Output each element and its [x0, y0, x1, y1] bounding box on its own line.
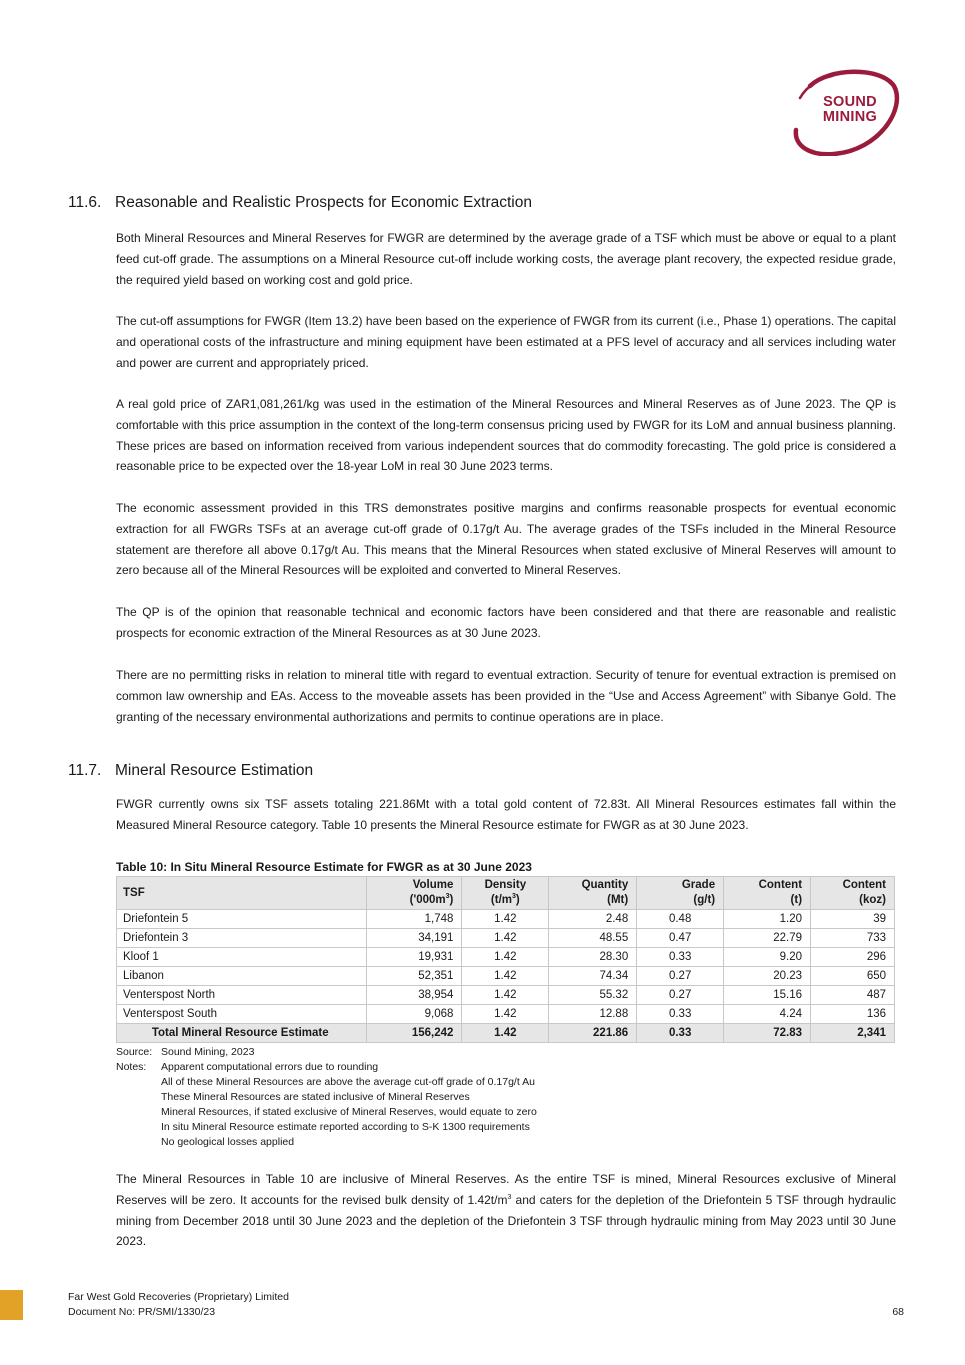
table-total-row [117, 1024, 895, 1043]
cell-density: 1.42 [462, 948, 549, 967]
cell-density: 1.42 [462, 1005, 549, 1024]
header-volume: Volume $('000m^3)$ [366, 877, 462, 910]
cell-quantity: 28.30 [549, 948, 637, 967]
cell-total-density: 1.42 [462, 1024, 549, 1043]
paragraph: A real gold price of ZAR1,081,261/kg was used in the estimation of the Mineral Resources and Mineral Reserves as of June 2023. The QP is comfortable with this price assumption in the context of the long-term consensus pricing used by FWGR for its LoM and annual business planning. These prices are based on information received from various independent sources that do commodity forecasting. The gold price is considered a reasonable price to be expected over the 18-year LoM in real 30 June 2023 terms. [116, 397, 896, 474]
header-tsf: TSF [117, 877, 367, 910]
paragraph: There are no permitting risks in relation to mineral title with regard to eventual extraction. Security of tenure for eventual extraction is premised on common law ownership and EAs. Access to the moveable assets has been provided in the “Use and Access Agreement” with Sibanye Gold. The granting of the necessary environmental authorizations and permits to continue operations are in place. [116, 668, 896, 724]
cell-content-koz: 487 [811, 986, 895, 1005]
paragraph: FWGR currently owns six TSF assets totaling 221.86Mt with a total gold content of 72.83t. All Mineral Resources estimates fall within the Measured Mineral Resource category. Table 10 presents the Mineral Resource estimate for FWGR as at 30 June 2023. [116, 797, 896, 832]
notes-line [116, 1090, 537, 1105]
paragraph: The QP is of the opinion that reasonable technical and economic factors have been considered and that there are reasonable and realistic prospects for economic extraction of the Mineral Resources as at 30 June 2023. [116, 605, 896, 640]
footer-document-number: Document No: PR/SMI/1330/23 [68, 1306, 216, 1318]
cell-total-content-koz: 2,341 [811, 1024, 895, 1043]
note-item: No geological losses applied [161, 1136, 295, 1148]
cell-quantity: 48.55 [549, 929, 637, 948]
cell-content-koz: 650 [811, 967, 895, 986]
cell-grade: 0.33 [637, 1005, 724, 1024]
cell-tsf: Kloof 1 [117, 948, 367, 967]
paragraph: Both Mineral Resources and Mineral Reserves for FWGR are determined by the average grade of a TSF which must be above or equal to a plant feed cut-off grade. The assumptions on a Mineral Resource cut-off include working costs, the average plant recovery, the expected residue grade, the required yield based on working cost and gold price. [116, 231, 896, 287]
cell-content-koz: 39 [811, 910, 895, 929]
cell-content-koz: 733 [811, 929, 895, 948]
footer-accent-bar [0, 1290, 23, 1320]
notes-label: Notes: [116, 1061, 147, 1073]
cell-volume: 1,748 [366, 910, 462, 929]
section-title: Reasonable and Realistic Prospects for Economic Extraction [115, 194, 532, 211]
section-11-7-heading [68, 762, 313, 780]
table-row [117, 986, 895, 1005]
cell-content-t: 22.79 [724, 929, 811, 948]
notes-line [116, 1120, 537, 1135]
cell-content-t: 4.24 [724, 1005, 811, 1024]
table-header-row [117, 877, 895, 910]
cell-content-koz: 136 [811, 1005, 895, 1024]
cell-density: 1.42 [462, 929, 549, 948]
table-row [117, 929, 895, 948]
cell-density: 1.42 [462, 967, 549, 986]
footer-company: Far West Gold Recoveries (Proprietary) Limited [68, 1291, 289, 1303]
table-notes [116, 1045, 537, 1150]
cell-tsf: Libanon [117, 967, 367, 986]
section-11-6-heading [68, 194, 532, 212]
cell-content-koz: 296 [811, 948, 895, 967]
cell-volume: 52,351 [366, 967, 462, 986]
notes-line [116, 1075, 537, 1090]
cell-volume: 38,954 [366, 986, 462, 1005]
table-row [117, 1005, 895, 1024]
source-line [116, 1045, 537, 1060]
cell-quantity: 74.34 [549, 967, 637, 986]
logo-text-line1: SOUND [823, 94, 877, 110]
note-item: In situ Mineral Resource estimate reported according to S-K 1300 requirements [161, 1121, 530, 1133]
cell-total-content-t: 72.83 [724, 1024, 811, 1043]
cell-tsf: Venterspost North [117, 986, 367, 1005]
cell-quantity: 55.32 [549, 986, 637, 1005]
paragraph: The economic assessment provided in this TRS demonstrates positive margins and confirms reasonable prospects for eventual economic extraction for all FWGRs TSFs at an average cut-off grade of 0.17g/t Au. The average grades of the TSFs included in the Mineral Resource statement are therefore all above 0.17g/t Au. This means that the Mineral Resources when stated exclusive of Mineral Reserves will amount to zero because all of the Mineral Resources will be exploited and converted to Mineral Reserves. [116, 501, 896, 578]
cell-quantity: 12.88 [549, 1005, 637, 1024]
cell-grade: 0.33 [637, 948, 724, 967]
closing-paragraph: The Mineral Resources in Table 10 are inclusive of Mineral Reserves. As the entire TSF is mined, Mineral Resources exclusive of Mineral Reserves will be zero. It accounts for the revised bulk density of $1.42t/m^3$ and caters for the depletion of the Driefontein 5 TSF through hydraulic mining from December 2018 until 30 June 2023 and the depletion of the Driefontein 3 TSF through hydraulic mining from May 2023 until 30 June 2023. [116, 1172, 896, 1249]
paragraph: The cut-off assumptions for FWGR (Item 13.2) have been based on the experience of FWGR from its current (i.e., Phase 1) operations. The capital and operational costs of the infrastructure and mining equipment have been estimated at a PFS level of accuracy and all services including water and power are current and appropriately priced. [116, 314, 896, 370]
note-item: These Mineral Resources are stated inclusive of Mineral Reserves [161, 1091, 470, 1103]
source-label: Source: [116, 1046, 153, 1058]
cell-grade: 0.48 [637, 910, 724, 929]
notes-line [116, 1135, 537, 1150]
header-quantity: Quantity (Mt) [549, 877, 637, 910]
mineral-resource-table [116, 876, 895, 1043]
section-number: 11.6. [68, 194, 102, 211]
cell-tsf: Driefontein 3 [117, 929, 367, 948]
header-density: Density $(t/m^3)$ [462, 877, 549, 910]
note-item: All of these Mineral Resources are above the average cut-off grade of 0.17g/t Au [161, 1076, 535, 1088]
cell-density: 1.42 [462, 910, 549, 929]
logo-text-line2: MINING [822, 109, 878, 125]
sound-mining-logo [788, 68, 900, 156]
cell-tsf: Driefontein 5 [117, 910, 367, 929]
table-row [117, 910, 895, 929]
section-number: 11.7. [68, 762, 102, 779]
cell-volume: 9,068 [366, 1005, 462, 1024]
cell-content-t: 15.16 [724, 986, 811, 1005]
cell-total-label: Total Mineral Resource Estimate [117, 1024, 367, 1043]
note-item: Apparent computational errors due to rounding [161, 1061, 379, 1073]
note-item: Mineral Resources, if stated exclusive of Mineral Reserves, would equate to zero [161, 1106, 537, 1118]
cell-quantity: 2.48 [549, 910, 637, 929]
cell-content-t: 1.20 [724, 910, 811, 929]
notes-line [116, 1105, 537, 1120]
page-number: 68 [892, 1306, 904, 1318]
header-content-koz: Content (koz) [811, 877, 895, 910]
cell-volume: 19,931 [366, 948, 462, 967]
table-row [117, 948, 895, 967]
cell-total-volume: 156,242 [366, 1024, 462, 1043]
header-content-t: Content (t) [724, 877, 811, 910]
notes-line [116, 1060, 537, 1075]
cell-content-t: 9.20 [724, 948, 811, 967]
footer [68, 1290, 289, 1320]
cell-grade: 0.47 [637, 929, 724, 948]
cell-content-t: 20.23 [724, 967, 811, 986]
table-row [117, 967, 895, 986]
cell-density: 1.42 [462, 986, 549, 1005]
section-title: Mineral Resource Estimation [115, 762, 314, 779]
cell-tsf: Venterspost South [117, 1005, 367, 1024]
cell-total-grade: 0.33 [637, 1024, 724, 1043]
source-value: Sound Mining, 2023 [161, 1046, 255, 1058]
cell-grade: 0.27 [637, 967, 724, 986]
cell-volume: 34,191 [366, 929, 462, 948]
cell-grade: 0.27 [637, 986, 724, 1005]
header-grade: Grade (g/t) [637, 877, 724, 910]
table-caption: Table 10: In Situ Mineral Resource Estimate for FWGR as at 30 June 2023 [116, 860, 532, 874]
cell-total-quantity: 221.86 [549, 1024, 637, 1043]
